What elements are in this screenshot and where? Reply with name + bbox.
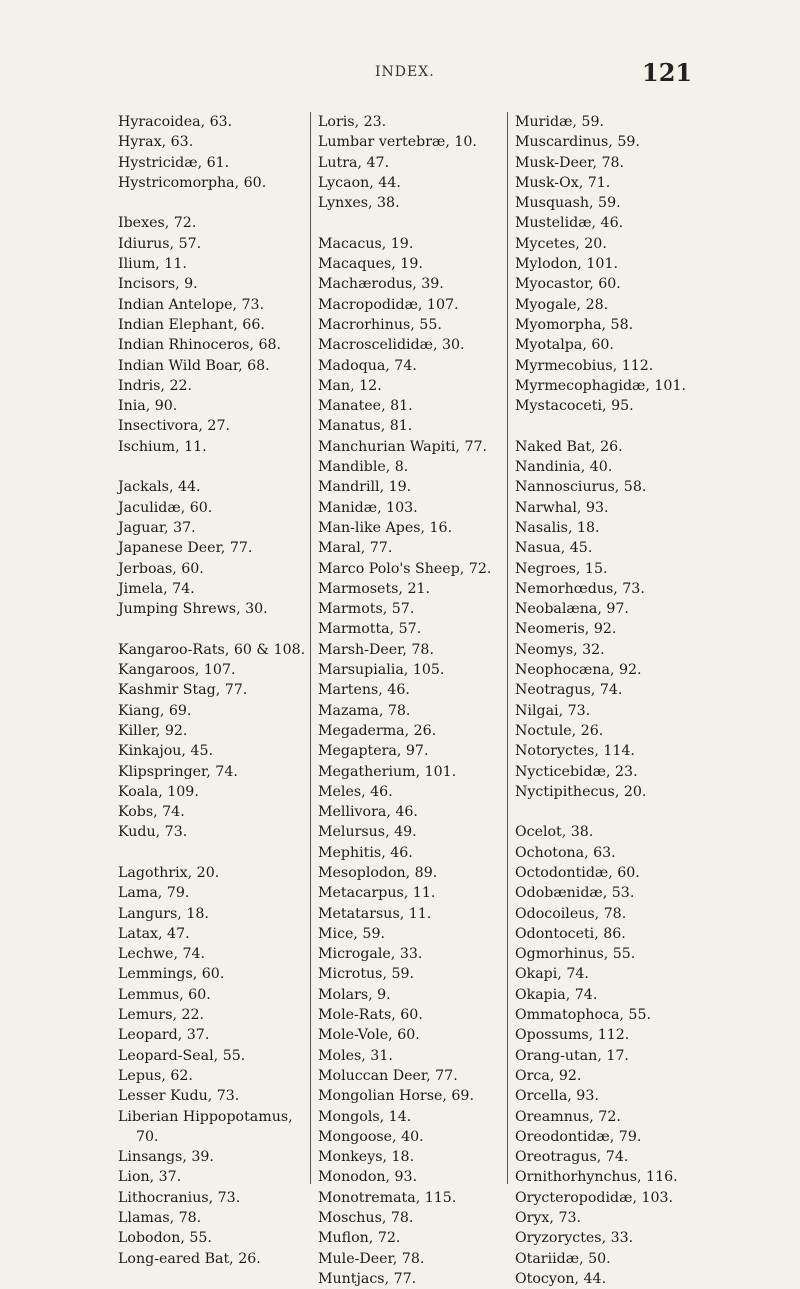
index-column-3: [515, 112, 700, 1289]
index-entry: Mice, 59.: [318, 925, 385, 942]
index-entry: Nemorhœdus, 73.: [515, 580, 645, 597]
index-entry: Lagothrix, 20.: [118, 864, 220, 881]
index-entry: Muscardinus, 59.: [515, 134, 640, 151]
index-entry: Lumbar vertebræ, 10.: [318, 134, 477, 151]
index-entry: Indian Elephant, 66.: [118, 316, 265, 333]
index-entry: Madoqua, 74.: [318, 357, 417, 374]
index-entry: Okapi, 74.: [515, 966, 589, 983]
index-entry: Mustelidæ, 46.: [515, 215, 624, 232]
index-entry: Metacarpus, 11.: [318, 885, 436, 902]
index-entry: Marsupialia, 105.: [318, 662, 445, 679]
index-entry: Kiang, 69.: [118, 702, 192, 719]
index-entry: Meles, 46.: [318, 783, 393, 800]
index-entry: Ogmorhinus, 55.: [515, 946, 636, 963]
index-entry: Metatarsus, 11.: [318, 905, 432, 922]
index-entry: Myrmecophagidæ, 101.: [515, 377, 686, 394]
index-entry: Jumping Shrews, 30.: [118, 601, 268, 618]
index-entry: Mole-Vole, 60.: [318, 1027, 420, 1044]
index-entry: Mandrill, 19.: [318, 479, 412, 496]
index-entry: Ocelot, 38.: [515, 824, 594, 841]
index-entry: Nasalis, 18.: [515, 519, 600, 536]
index-entry: Mylodon, 101.: [515, 256, 618, 273]
index-column-1: [118, 112, 318, 1269]
index-entry: Killer, 92.: [118, 722, 188, 739]
index-entry: Kangaroo-Rats, 60 & 108.: [118, 641, 306, 658]
index-entry: Oryzoryctes, 33.: [515, 1230, 634, 1247]
index-entry: Linsangs, 39.: [118, 1149, 214, 1166]
index-entry: Macropodidæ, 107.: [318, 296, 459, 313]
index-entry: Myomorpha, 58.: [515, 316, 634, 333]
index-entry: Mephitis, 46.: [318, 844, 413, 861]
index-entry: Narwhal, 93.: [515, 499, 609, 516]
index-entry: Jaguar, 37.: [118, 519, 196, 536]
index-entry: Lemurs, 22.: [118, 1007, 205, 1024]
index-entry: Odontoceti, 86.: [515, 925, 626, 942]
index-entry: Musk-Ox, 71.: [515, 174, 611, 191]
page-number: 121: [642, 58, 693, 87]
index-entry: Megaderma, 26.: [318, 722, 437, 739]
index-entry: Liberian Hippopotamus, 70.: [118, 1108, 293, 1145]
index-entry: Lama, 79.: [118, 885, 190, 902]
index-entry: Jaculidæ, 60.: [118, 499, 213, 516]
page-header: [0, 58, 800, 98]
index-entry: Odobænidæ, 53.: [515, 885, 635, 902]
index-entry: Neotragus, 74.: [515, 682, 623, 699]
index-entry: Monotremata, 115.: [318, 1189, 457, 1206]
index-entry: Oreotragus, 74.: [515, 1149, 629, 1166]
index-entry: Myotalpa, 60.: [515, 337, 614, 354]
index-entry: Microtus, 59.: [318, 966, 415, 983]
index-entry: Musquash, 59.: [515, 195, 621, 212]
index-entry: Mycetes, 20.: [515, 235, 607, 252]
index-entry: Indian Rhinoceros, 68.: [118, 337, 282, 354]
index-entry: Mongoose, 40.: [318, 1128, 424, 1145]
index-entry: Octodontidæ, 60.: [515, 864, 640, 881]
index-entry: Lechwe, 74.: [118, 946, 206, 963]
index-entry: Kinkajou, 45.: [118, 743, 213, 760]
index-entry: Nasua, 45.: [515, 540, 593, 557]
index-entry: Ilium, 11.: [118, 256, 187, 273]
index-entry: Myocastor, 60.: [515, 276, 621, 293]
index-entry: Nannosciurus, 58.: [515, 479, 647, 496]
section-gap: [515, 802, 700, 822]
index-entry: Mesoplodon, 89.: [318, 864, 438, 881]
index-entry: Kudu, 73.: [118, 824, 188, 841]
index-entry: Ornithorhynchus, 116.: [515, 1169, 678, 1186]
index-entry: Molars, 9.: [318, 986, 391, 1003]
index-entry: Jerboas, 60.: [118, 560, 204, 577]
index-entry: Idiurus, 57.: [118, 235, 202, 252]
index-entry: Hystricidæ, 61.: [118, 154, 230, 171]
index-entry: Hyrax, 63.: [118, 134, 194, 151]
column-divider: [507, 112, 508, 1184]
index-entry: Oryx, 73.: [515, 1210, 582, 1227]
index-entry: Marmotta, 57.: [318, 621, 422, 638]
index-entry: Klipspringer, 74.: [118, 763, 238, 780]
index-entry: Lion, 37.: [118, 1169, 182, 1186]
index-entry: Naked Bat, 26.: [515, 438, 623, 455]
index-entry: Maral, 77.: [318, 540, 393, 557]
index-entry: Moschus, 78.: [318, 1210, 414, 1227]
index-entry: Monkeys, 18.: [318, 1149, 415, 1166]
index-entry: Mystacoceti, 95.: [515, 398, 634, 415]
index-entry: Lemmus, 60.: [118, 986, 211, 1003]
index-entry: Lesser Kudu, 73.: [118, 1088, 240, 1105]
index-entry: Man, 12.: [318, 377, 382, 394]
index-entry: Odocoileus, 78.: [515, 905, 627, 922]
index-entry: Macrorhinus, 55.: [318, 316, 442, 333]
index-entry: Megatherium, 101.: [318, 763, 457, 780]
index-column-2: [318, 112, 500, 1289]
index-entry: Marsh-Deer, 78.: [318, 641, 434, 658]
index-entry: Koala, 109.: [118, 783, 199, 800]
index-entry: Leopard-Seal, 55.: [118, 1047, 246, 1064]
index-entry: Moles, 31.: [318, 1047, 393, 1064]
index-entry: Ommatophoca, 55.: [515, 1007, 651, 1024]
index-entry: Llamas, 78.: [118, 1210, 202, 1227]
index-entry: Marmosets, 21.: [318, 580, 431, 597]
index-entry: Moluccan Deer, 77.: [318, 1067, 458, 1084]
index-entry: Ischium, 11.: [118, 438, 207, 455]
index-entry: Martens, 46.: [318, 682, 410, 699]
index-entry: Muflon, 72.: [318, 1230, 401, 1247]
index-entry: Neobalæna, 97.: [515, 601, 629, 618]
index-entry: Oreodontidæ, 79.: [515, 1128, 642, 1145]
index-entry: Mongolian Horse, 69.: [318, 1088, 474, 1105]
index-entry: Lynxes, 38.: [318, 195, 400, 212]
column-divider: [310, 112, 311, 1184]
index-entry: Lutra, 47.: [318, 154, 390, 171]
index-entry: Neomeris, 92.: [515, 621, 617, 638]
section-gap: [515, 416, 700, 436]
index-entry: Nyctipithecus, 20.: [515, 783, 647, 800]
index-entry: Otariidæ, 50.: [515, 1250, 611, 1267]
section-gap: [318, 213, 500, 233]
index-entry: Macacus, 19.: [318, 235, 414, 252]
index-entry: Musk-Deer, 78.: [515, 154, 625, 171]
index-entry: Indian Antelope, 73.: [118, 296, 265, 313]
index-entry: Long-eared Bat, 26.: [118, 1250, 261, 1267]
index-entry: Hyracoidea, 63.: [118, 114, 233, 130]
index-entry: Mazama, 78.: [318, 702, 411, 719]
index-entry: Inia, 90.: [118, 398, 178, 415]
index-entry: Hystricomorpha, 60.: [118, 174, 267, 191]
index-entry: Man-like Apes, 16.: [318, 519, 453, 536]
index-entry: Manchurian Wapiti, 77.: [318, 438, 488, 455]
index-entry: Otocyon, 44.: [515, 1270, 607, 1287]
index-entry: Muntjacs, 77.: [318, 1270, 417, 1287]
index-entry: Lithocranius, 73.: [118, 1189, 241, 1206]
index-entry: Mongols, 14.: [318, 1108, 412, 1125]
index-entry: Kobs, 74.: [118, 804, 185, 821]
section-gap: [118, 193, 318, 213]
index-entry: Insectivora, 27.: [118, 418, 230, 435]
index-entry: Myogale, 28.: [515, 296, 609, 313]
index-entry: Kashmir Stag, 77.: [118, 682, 248, 699]
index-entry: Megaptera, 97.: [318, 743, 429, 760]
index-entry: Oreamnus, 72.: [515, 1108, 621, 1125]
index-entry: Negroes, 15.: [515, 560, 608, 577]
index-entry: Lepus, 62.: [118, 1067, 193, 1084]
index-entry: Lobodon, 55.: [118, 1230, 212, 1247]
index-entry: Manatee, 81.: [318, 398, 413, 415]
index-entry: Orca, 92.: [515, 1067, 582, 1084]
index-entry: Marmots, 57.: [318, 601, 415, 618]
index-entry: Mole-Rats, 60.: [318, 1007, 423, 1024]
index-entry: Orycteropodidæ, 103.: [515, 1189, 674, 1206]
index-entry: Japanese Deer, 77.: [118, 540, 253, 557]
index-entry: Notoryctes, 114.: [515, 743, 635, 760]
index-entry: Loris, 23.: [318, 114, 387, 130]
index-entry: Mule-Deer, 78.: [318, 1250, 425, 1267]
section-gap: [118, 619, 318, 639]
index-entry: Marco Polo's Sheep, 72.: [318, 560, 492, 577]
index-entry: Manatus, 81.: [318, 418, 413, 435]
index-entry: Nycticebidæ, 23.: [515, 763, 638, 780]
index-entry: Monodon, 93.: [318, 1169, 418, 1186]
index-entry: Langurs, 18.: [118, 905, 209, 922]
index-entry: Kangaroos, 107.: [118, 662, 236, 679]
index-entry: Ibexes, 72.: [118, 215, 197, 232]
index-entry: Manidæ, 103.: [318, 499, 418, 516]
index-entry: Microgale, 33.: [318, 946, 423, 963]
index-entry: Mandible, 8.: [318, 459, 409, 476]
index-entry: Incisors, 9.: [118, 276, 198, 293]
running-head: INDEX.: [375, 64, 435, 80]
index-entry: Lycaon, 44.: [318, 174, 401, 191]
index-entry: Muridæ, 59.: [515, 114, 604, 130]
index-entry: Okapia, 74.: [515, 986, 598, 1003]
index-entry: Jackals, 44.: [118, 479, 201, 496]
index-entry: Noctule, 26.: [515, 722, 604, 739]
index-entry: Ochotona, 63.: [515, 844, 616, 861]
index-entry: Mellivora, 46.: [318, 804, 418, 821]
index-entry: Indris, 22.: [118, 377, 193, 394]
index-entry: Myrmecobius, 112.: [515, 357, 654, 374]
index-entry: Neophocæna, 92.: [515, 662, 642, 679]
index-entry: Nilgai, 73.: [515, 702, 591, 719]
index-entry: Indian Wild Boar, 68.: [118, 357, 270, 374]
index-entry: Melursus, 49.: [318, 824, 417, 841]
index-entry: Latax, 47.: [118, 925, 190, 942]
index-entry: Neomys, 32.: [515, 641, 605, 658]
section-gap: [118, 457, 318, 477]
index-entry: Orcella, 93.: [515, 1088, 599, 1105]
index-entry: Machærodus, 39.: [318, 276, 444, 293]
index-entry: Nandinia, 40.: [515, 459, 613, 476]
index-entry: Lemmings, 60.: [118, 966, 225, 983]
index-entry: Leopard, 37.: [118, 1027, 210, 1044]
index-entry: Jimela, 74.: [118, 580, 195, 597]
index-entry: Macroscelididæ, 30.: [318, 337, 465, 354]
section-gap: [118, 843, 318, 863]
index-entry: Opossums, 112.: [515, 1027, 630, 1044]
index-entry: Macaques, 19.: [318, 256, 423, 273]
index-entry: Orang-utan, 17.: [515, 1047, 629, 1064]
